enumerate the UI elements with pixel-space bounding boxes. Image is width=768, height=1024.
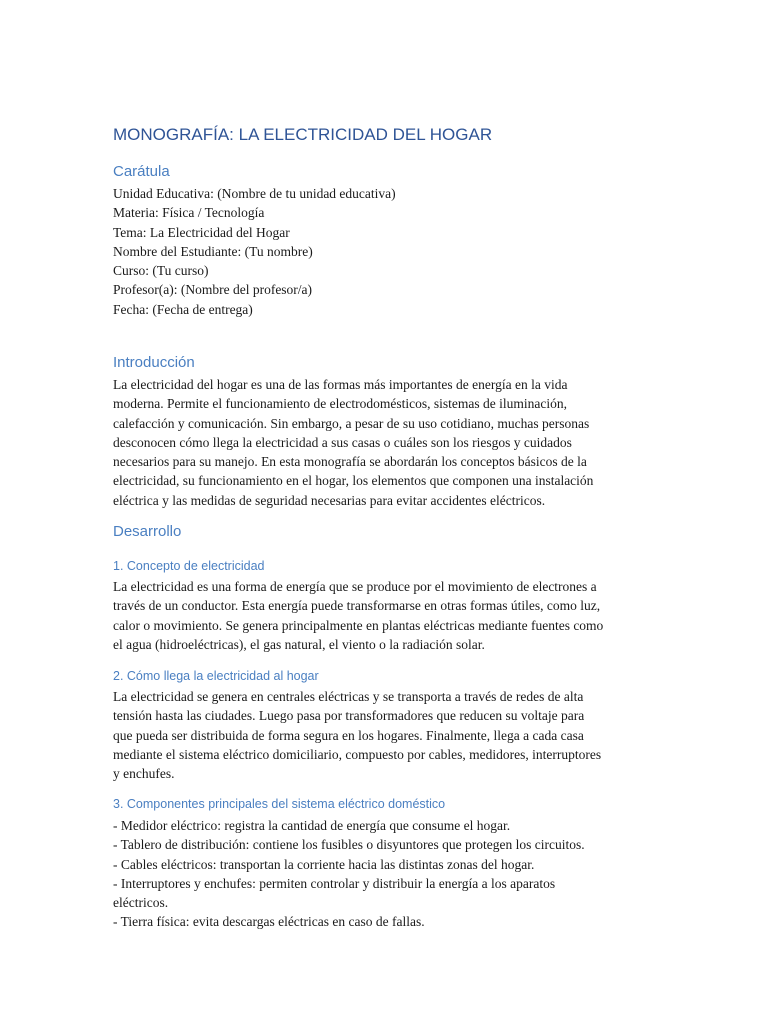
section-3-heading: 3. Componentes principales del sistema eléctrico doméstico (113, 797, 446, 811)
section-1-line: través de un conductor. Esta energía puede transformarse en otras formas útiles, como luz, (113, 598, 601, 614)
section-3-line: - Tablero de distribución: contiene los fusibles o disyuntores que protegen los circuitos. (113, 837, 585, 853)
introduccion-line: La electricidad del hogar es una de las formas más importantes de energía en la vida (113, 377, 568, 392)
section-2-line: tensión hasta las ciudades. Luego pasa por transformadores que reducen su voltaje para (113, 708, 585, 724)
section-2-line: La electricidad se genera en centrales eléctricas y se transporta a través de redes de alta (113, 689, 584, 704)
caratula-line: Curso: (Tu curso) (113, 263, 209, 279)
caratula-line: Materia: Física / Tecnología (113, 205, 265, 221)
introduccion-heading: Introducción (113, 354, 195, 371)
caratula-line: Nombre del Estudiante: (Tu nombre) (113, 243, 313, 259)
introduccion-line: calefacción y comunicación. Sin embargo, a pesar de su uso cotidiano, muchas personas (113, 415, 590, 431)
caratula-line: Fecha: (Fecha de entrega) (113, 301, 253, 317)
section-3-line: - Interruptores y enchufes: permiten controlar y distribuir la energía a los aparatos (113, 875, 556, 891)
caratula-body (113, 184, 658, 319)
section-3-line: - Cables eléctricos: transportan la corriente hacia las distintas zonas del hogar. (113, 856, 535, 872)
introduccion-line: electricidad, su funcionamiento en el hogar, los elementos que componen una instalación (113, 473, 594, 489)
section-1-body (113, 577, 658, 654)
introduccion-line: eléctrica y las medidas de seguridad necesarias para evitar accidentes eléctricos. (113, 492, 546, 508)
section-2-line: mediante el sistema eléctrico domiciliario, compuesto por cables, medidores, interruptores (113, 746, 602, 762)
introduccion-line: desconocen cómo llega la electricidad a sus casas o cuáles son los riesgos y cuidados (113, 434, 572, 450)
caratula-heading: Carátula (113, 163, 170, 180)
section-2-body (113, 687, 658, 783)
desarrollo-heading: Desarrollo (113, 523, 182, 540)
section-3-line: - Medidor eléctrico: registra la cantidad de energía que consume el hogar. (113, 818, 511, 833)
introduccion-line: necesarios para su manejo. En esta monografía se abordarán los conceptos básicos de la (113, 454, 587, 470)
section-2-heading: 2. Cómo llega la electricidad al hogar (113, 669, 319, 683)
section-3-line: - Tierra física: evita descargas eléctricas en caso de fallas. (113, 914, 425, 930)
section-1-line: calor o movimiento. Se genera principalmente en plantas eléctricas mediante fuentes como (113, 617, 604, 633)
caratula-line: Profesor(a): (Nombre del profesor/a) (113, 282, 313, 298)
caratula-line: Unidad Educativa: (Nombre de tu unidad educativa) (113, 186, 396, 201)
section-3-line: eléctricos. (113, 895, 169, 911)
section-2-line: y enchufes. (113, 766, 175, 782)
section-3-body (113, 816, 658, 932)
introduccion-body (113, 375, 658, 510)
section-1-line: el agua (hidroeléctricas), el gas natural, el viento o la radiación solar. (113, 636, 485, 652)
section-1-heading: 1. Concepto de electricidad (113, 559, 265, 573)
introduccion-line: moderna. Permite el funcionamiento de electrodomésticos, sistemas de iluminación, (113, 396, 567, 412)
section-1-line: La electricidad es una forma de energía que se produce por el movimiento de electrones a (113, 579, 597, 594)
section-2-line: que pueda ser distribuida de forma segura en los hogares. Finalmente, llega a cada casa (113, 727, 584, 743)
caratula-line: Tema: La Electricidad del Hogar (113, 224, 290, 240)
document-title: MONOGRAFÍA: LA ELECTRICIDAD DEL HOGAR (113, 125, 493, 144)
